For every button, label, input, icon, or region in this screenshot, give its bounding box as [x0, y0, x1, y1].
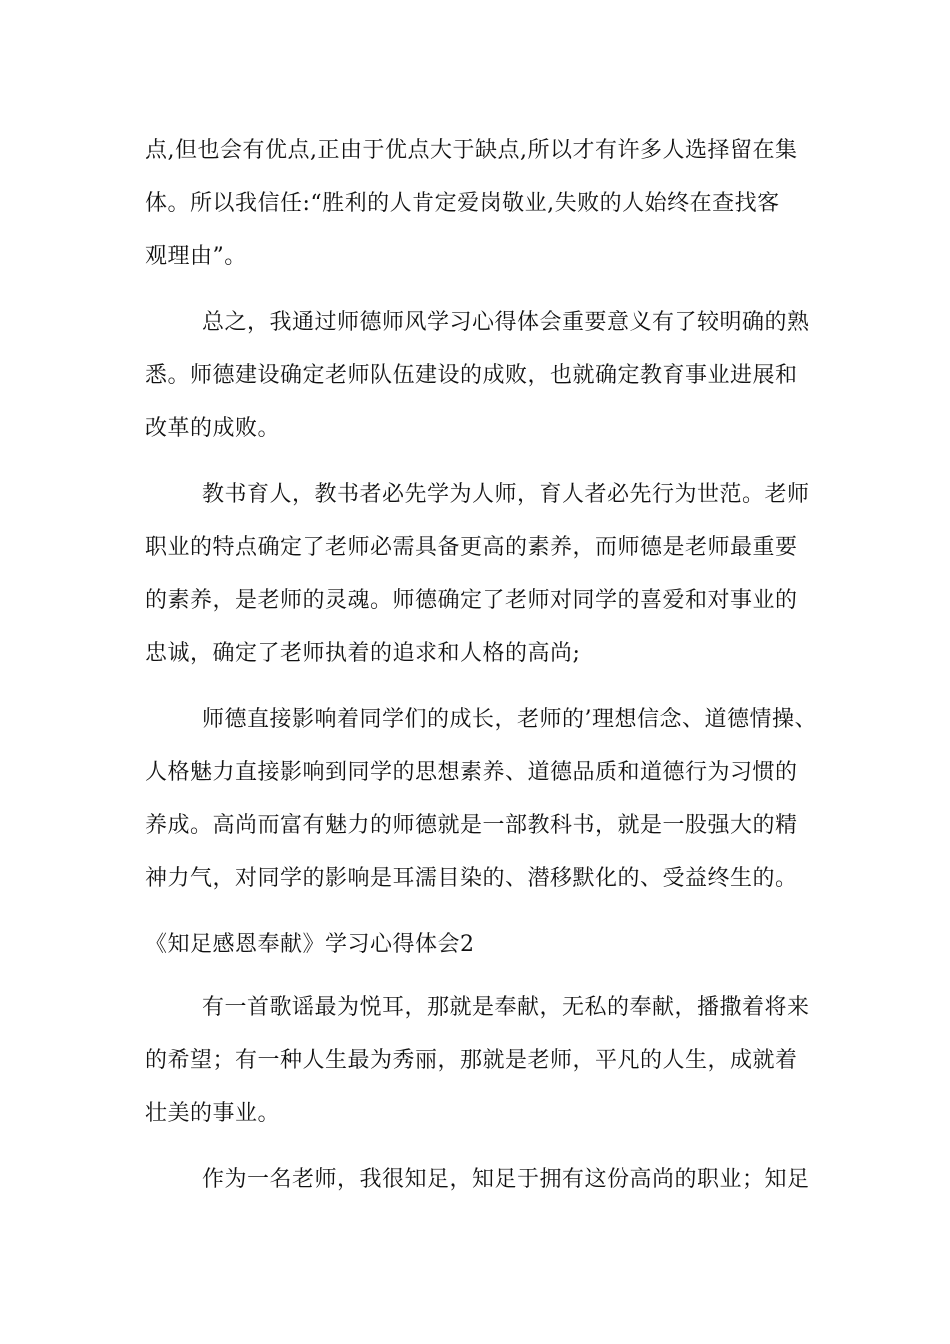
paragraph-5 [145, 981, 817, 1140]
paragraph-6 [145, 1153, 817, 1206]
paragraph-line: 养成。高尚而富有魅力的师德就是一部教科书，就是一股强大的精 [145, 813, 798, 838]
paragraph-line: 师德直接影响着同学们的成长，老师的’理想信念、道德情操、 [202, 707, 817, 732]
paragraph-2 [145, 296, 817, 455]
paragraph-4 [145, 693, 817, 905]
paragraph-line: 教书育人，教书者必先学为人师，育人者必先行为世范。老师 [202, 482, 810, 507]
section-heading: 《知足感恩奉献》学习心得体会2 [145, 932, 475, 957]
paragraph-line: 忠诚，确定了老师执着的追求和人格的高尚; [145, 641, 581, 666]
paragraph-line: 改革的成败。 [145, 416, 281, 441]
paragraph-line: 点,但也会有优点,正由于优点大于缺点,所以才有许多人选择留在集 [145, 138, 798, 163]
paragraph-line: 体。所以我信任:“胜利的人肯定爱岗敬业,失败的人始终在查找客 [145, 191, 780, 216]
paragraph-line: 壮美的事业。 [145, 1101, 281, 1126]
paragraph-line: 作为一名老师，我很知足，知足于拥有这份高尚的职业；知足 [202, 1167, 810, 1192]
paragraph-line: 观理由”。 [145, 244, 247, 269]
paragraph-line: 职业的特点确定了老师必需具备更高的素养，而师德是老师最重要 [145, 535, 798, 560]
paragraph-line: 的素养，是老师的灵魂。师德确定了老师对同学的喜爱和对事业的 [145, 588, 798, 613]
text-column [145, 124, 817, 1219]
paragraph-line: 的希望；有一种人生最为秀丽，那就是老师，平凡的人生，成就着 [145, 1048, 798, 1073]
paragraph-line: 神力气，对同学的影响是耳濡目染的、潜移默化的、受益终生的。 [145, 866, 798, 891]
paragraph-1 [145, 124, 817, 283]
paragraph-3 [145, 468, 817, 680]
paragraph-line: 有一首歌谣最为悦耳，那就是奉献，无私的奉献，播撒着将来 [202, 995, 810, 1020]
paragraph-line: 总之，我通过师德师风学习心得体会重要意义有了较明确的熟 [202, 310, 810, 335]
paragraph-line: 人格魅力直接影响到同学的思想素养、道德品质和道德行为习惯的 [145, 760, 798, 785]
paragraph-line: 悉。师德建设确定老师队伍建设的成败，也就确定教育事业进展和 [145, 363, 798, 388]
